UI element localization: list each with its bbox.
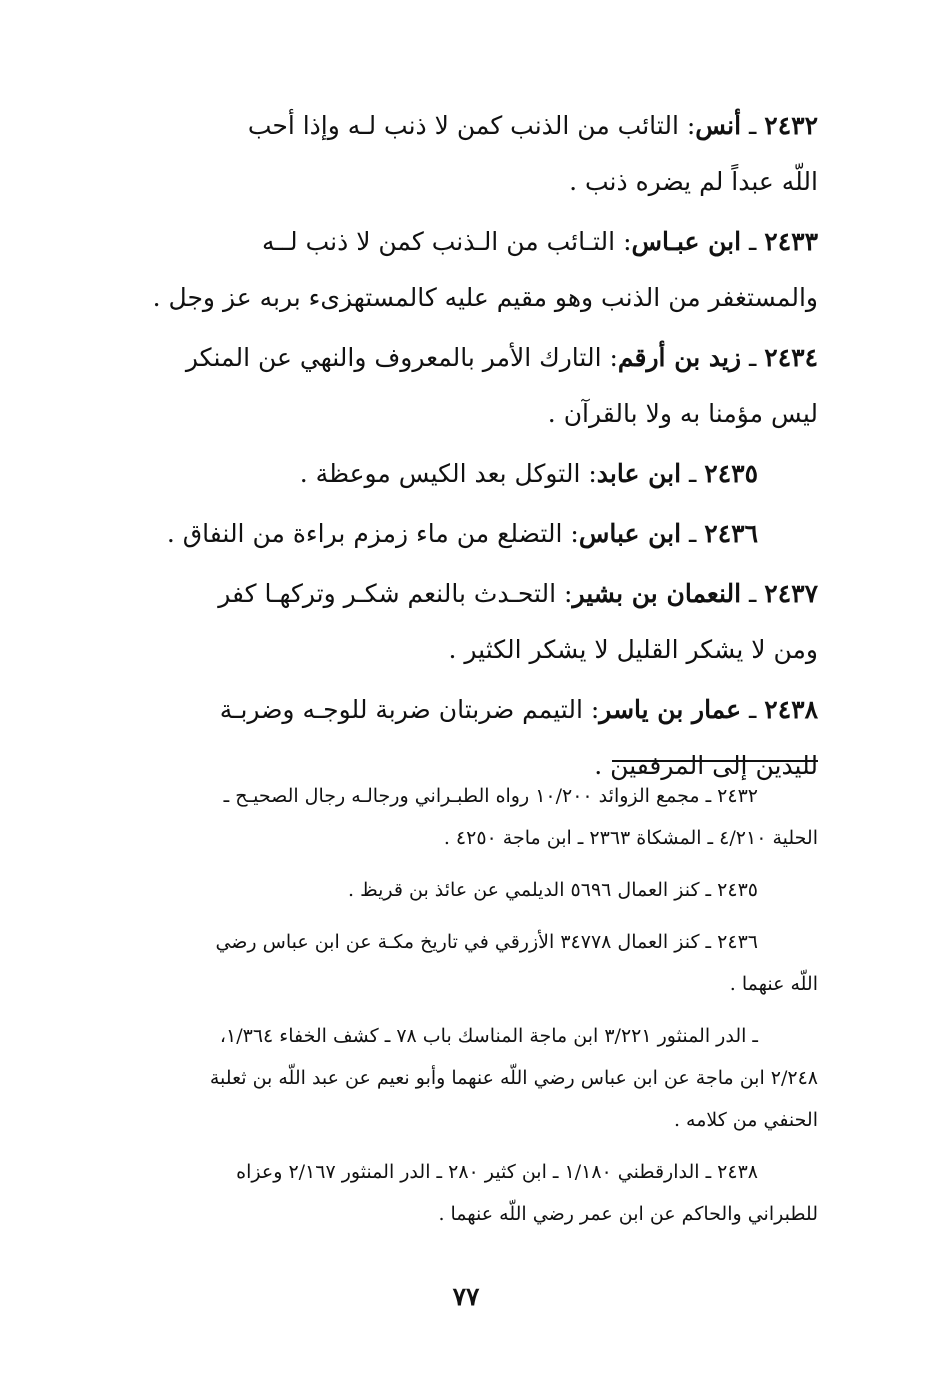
narrator-name: ابن عبـاس (631, 227, 742, 256)
narrator-name: زيد بن أرقم (617, 343, 742, 372)
entry-number: ٢٤٣٥ (704, 459, 758, 488)
entry-line: ٢٤٣٨ ـ عمار بن ياسر: التيمم ضربتان ضربة للوجـه وضربـة (219, 695, 818, 724)
entry-2432 (138, 98, 818, 210)
entry-continuation: ليس مؤمنا به ولا بالقرآن . (547, 399, 818, 428)
narrator-name: النعمان بن بشير (572, 579, 742, 608)
entry-text: : التائب من الذنب كمن لا ذنب لـه وإذا أحب (247, 111, 696, 140)
entry-2433 (138, 214, 818, 326)
entry-text: : التارك الأمر بالمعروف والنهي عن المنكر (185, 343, 618, 372)
entry-continuation: والمستغفر من الذنب وهو مقيم عليه كالمستهزىء بربه عز وجل . (152, 283, 818, 312)
footnote-line: ٢٤٣٥ ـ كنز العمال ٥٦٩٦ الديلمي عن عائذ بن قريظ . (347, 879, 758, 901)
narrator-name: ابن عابد (596, 459, 682, 488)
footnotes (138, 775, 818, 1245)
entry-line: ٢٤٣٧ ـ النعمان بن بشير: التحـدث بالنعم شكـر وتركهـا كفر (218, 579, 818, 608)
entry-number: ٢٤٣٧ (764, 579, 818, 608)
entry-number: ٢٤٣٣ (764, 227, 818, 256)
entry-number: ٢٤٣٨ (764, 695, 818, 724)
footnote-line: ٢/٢٤٨ ابن ماجة عن ابن عباس رضي اللّه عنهما وأبو نعيم عن عبد اللّه بن ثعلبة (209, 1067, 818, 1089)
entry-text: : التوكل بعد الكيس موعظة . (299, 459, 597, 488)
footnote-line: الحنفي من كلامه . (673, 1109, 818, 1131)
footnote (138, 1151, 818, 1235)
entry-text: : التحـدث بالنعم شكـر وتركهـا كفر (218, 579, 573, 608)
footnote-line: ٢٤٣٢ ـ مجمع الزوائد ١٠/٢٠٠ رواه الطبـراني ورجالـه رجال الصحيـح ـ (223, 785, 758, 807)
entry-2437 (138, 566, 818, 678)
footnote-line: للطبراني والحاكم عن ابن عمر رضي اللّه عنهما . (438, 1203, 818, 1225)
entry-line: ٢٤٣٣ ـ ابن عبـاس: التـائب من الـذنب كمن لا ذنب لــه (262, 227, 818, 256)
entry-2435 (138, 446, 818, 502)
entry-text: : التضلع من ماء زمزم براءة من النفاق . (166, 519, 579, 548)
entry-text: : التـائب من الـذنب كمن لا ذنب لــه (262, 227, 632, 256)
footnote (138, 869, 818, 911)
entry-continuation: ومن لا يشكر القليل لا يشكر الكثير . (448, 635, 818, 664)
main-text (138, 98, 818, 798)
narrator-name: أنس (695, 111, 742, 140)
entry-line: ٢٤٣٦ ـ ابن عباس: التضلع من ماء زمزم براءة من النفاق . (166, 519, 758, 548)
entry-line: ٢٤٣٤ ـ زيد بن أرقم: التارك الأمر بالمعروف والنهي عن المنكر (185, 343, 818, 372)
footnote-line: ـ الدر المنثور ٣/٢٢١ ابن ماجة المناسك باب ٧٨ ـ كشف الخفاء ١/٣٦٤، (219, 1025, 758, 1047)
footnote-separator (612, 760, 818, 762)
footnote (138, 775, 818, 859)
narrator-name: عمار بن ياسر (599, 695, 742, 724)
entry-continuation: لليدين إلى المرفقين . (594, 751, 818, 780)
footnote-line: الحلية ٤/٢١٠ ـ المشكاة ٢٣٦٣ ـ ابن ماجة ٤٢٥٠ . (443, 827, 818, 849)
footnote (138, 1015, 818, 1141)
narrator-name: ابن عباس (578, 519, 682, 548)
entry-text: : التيمم ضربتان ضربة للوجـه وضربـة (219, 695, 600, 724)
footnote (138, 921, 818, 1005)
footnote-line: اللّه عنهما . (729, 973, 818, 995)
entry-number: ٢٤٣٦ (704, 519, 758, 548)
entry-line: ٢٤٣٢ ـ أنس: التائب من الذنب كمن لا ذنب لـه وإذا أحب (247, 111, 818, 140)
footnote-line: ٢٤٣٦ ـ كنز العمال ٣٤٧٧٨ الأزرقي في تاريخ مكـة عن ابن عباس رضي (215, 931, 758, 953)
entry-2434 (138, 330, 818, 442)
entry-number: ٢٤٣٤ (764, 343, 818, 372)
footnote-line: ٢٤٣٨ ـ الدارقطني ١/١٨٠ ـ ابن كثير ٢٨٠ ـ الدر المنثور ٢/١٦٧ وعزاه (236, 1161, 758, 1183)
page-number: ٧٧ (452, 1282, 480, 1311)
entry-line: ٢٤٣٥ ـ ابن عابد: التوكل بعد الكيس موعظة . (299, 459, 758, 488)
entry-number: ٢٤٣٢ (764, 111, 818, 140)
entry-2436 (138, 506, 818, 562)
entry-continuation: اللّه عبداً لم يضره ذنب . (569, 167, 818, 196)
